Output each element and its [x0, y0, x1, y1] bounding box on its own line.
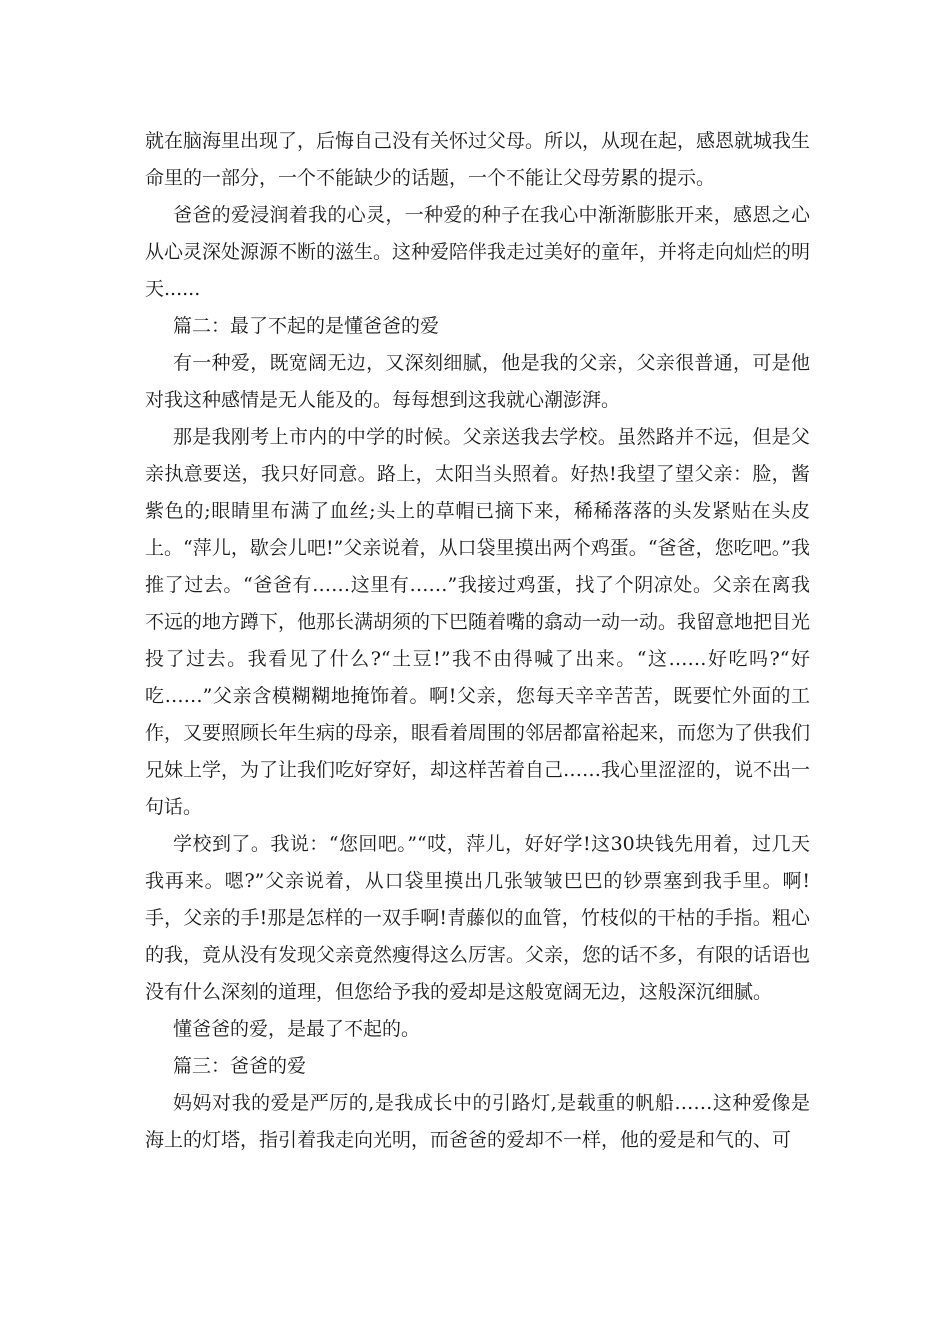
section-heading-part-three: 篇三：爸爸的爱	[173, 1055, 307, 1077]
paragraph-part-two-conclusion: 懂爸爸的爱，是最了不起的。	[173, 1018, 421, 1040]
document-page	[145, 123, 810, 1159]
paragraph-intro-continuation: 就在脑海里出现了，后悔自己没有关怀过父母。所以，从现在起，感恩就城我生命里的一部分，一个不能缺少的话题，一个不能让父母劳累的提示。	[145, 130, 811, 189]
paragraph-part-two-intro: 有一种爱，既宽阔无边，又深刻细腻，他是我的父亲，父亲很普通，可是他对我这种感情是无人能及的。每每想到这我就心潮澎湃。	[145, 352, 810, 411]
paragraph-fathers-love-conclusion: 爸爸的爱浸润着我的心灵，一种爱的种子在我心中渐渐膨胀开来，感恩之心从心灵深处源源不断的滋生。这种爱陪伴我走过美好的童年，并将走向灿烂的明天......	[145, 204, 811, 300]
paragraph-part-three-intro: 妈妈对我的爱是严厉的,是我成长中的引路灯,是载重的帆船……这种爱像是海上的灯塔，指引着我走向光明，而爸爸的爱却不一样，他的爱是和气的、可	[145, 1092, 810, 1151]
paragraph-part-two-school: 学校到了。我说：“您回吧。”“哎，萍儿，好好学!这30块钱先用着，过几天我再来。嗯?”父亲说着，从口袋里摸出几张皱皱巴巴的钞票塞到我手里。啊!手，父亲的手!那是怎样的一双手啊!青藤似的血管，竹枝似的干枯的手指。粗心的我，竟从没有发现父亲竟然瘦得这么厉害。父亲，您的话不多，有限的话语也没有什么深刻的道理，但您给予我的爱却是这般宽阔无边，这般深沉细腻。	[145, 833, 811, 1003]
section-heading-part-two: 篇二：最了不起的是懂爸爸的爱	[173, 315, 440, 337]
paragraph-part-two-story: 那是我刚考上市内的中学的时候。父亲送我去学校。虽然路并不远，但是父亲执意要送，我只好同意。路上，太阳当头照着。好热!我望了望父亲：脸，酱紫色的;眼睛里布满了血丝;头上的草帽已摘下来，稀稀落落的头发紧贴在头皮上。“萍儿，歇会儿吧!”父亲说着，从口袋里摸出两个鸡蛋。“爸爸，您吃吧。”我推了过去。“爸爸有……这里有……”我接过鸡蛋，找了个阴凉处。父亲在离我不远的地方蹲下，他那长满胡须的下巴随着嘴的翕动一动一动。我留意地把目光投了过去。我看见了什么?“土豆!”我不由得喊了出来。“这……好吃吗?“好吃……”父亲含模糊糊地掩饰着。啊!父亲，您每天辛辛苦苦，既要忙外面的工作，又要照顾长年生病的母亲，眼看着周围的邻居都富裕起来，而您为了供我们兄妹上学，为了让我们吃好穿好，却这样苦着自己……我心里涩涩的，说不出一句话。	[145, 426, 811, 818]
